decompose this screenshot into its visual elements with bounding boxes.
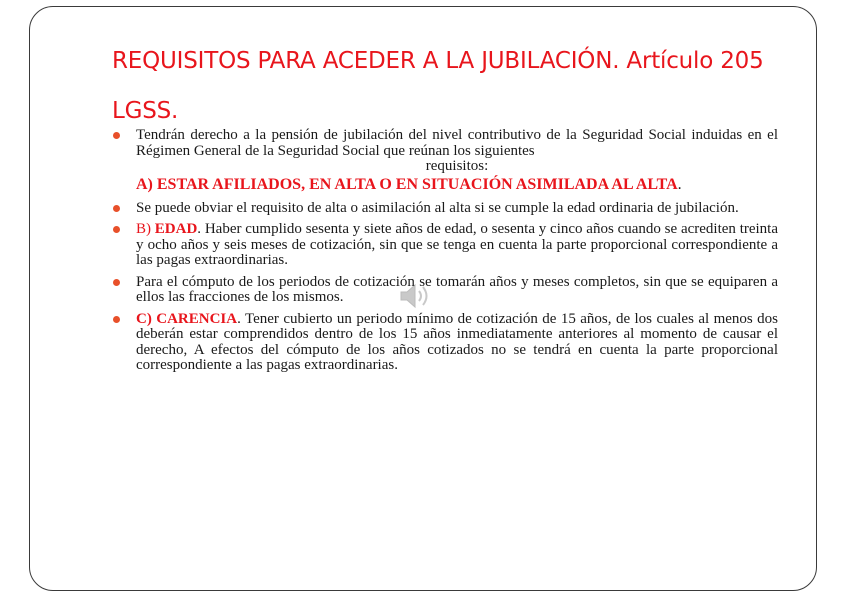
- bullet-item-edad: [112, 222, 778, 269]
- bullet-dot-icon: [113, 226, 120, 233]
- bullet-text: Se puede obviar el requisito de alta o asimilación al alta si se cumple la edad ordinaria de jubilación.: [136, 199, 739, 216]
- bullet-label-carencia: C) CARENCIA: [136, 310, 238, 327]
- bullet-item-computo: [112, 275, 778, 306]
- bullet-text-continued: requisitos:: [425, 158, 489, 174]
- speaker-icon[interactable]: [398, 281, 432, 311]
- bullet-label-edad: EDAD: [154, 221, 198, 237]
- subheading-text: A) ESTAR AFILIADOS, EN ALTA O EN SITUACIÓN ASIMILADA AL ALTA: [136, 175, 678, 193]
- bullet-text: Para el cómputo de los periodos de cotización se tomarán años y meses completos, sin que se equiparen a ellos las fracciones de los mismos.: [136, 273, 778, 305]
- bullet-dot-icon: [113, 316, 120, 323]
- bullet-dot-icon: [113, 132, 120, 139]
- bullet-item-requisitos: [112, 128, 778, 195]
- subheading-afiliados: [136, 175, 778, 195]
- subheading-tail: .: [677, 175, 682, 193]
- bullet-text: . Haber cumplido sesenta y siete años de edad, o sesenta y cinco años cuando se acrediten treinta y ocho años y seis meses de cotización, sin que se tenga en cuenta la parte proporcional correspondiente a las pagas extraordinarias.: [136, 221, 779, 268]
- bullet-text: Tendrán derecho a la pensión de jubilación del nivel contributivo de la Seguridad Social induidas en el Régimen General de la Seguridad Social que reúnan los siguientes: [136, 127, 778, 159]
- bullet-text: . Tener cubierto un periodo mínimo de cotización de 15 años, de los cuales al menos dos deberán estar comprendidos dentro de los 15 años inmediatamente anteriores al momento de causar el derecho, A efectos del cómputo de los años cotizados no se tendrá en cuenta la parte proporcional correspondiente a las pagas extraordinarias.: [136, 310, 778, 373]
- bullet-item-carencia: [112, 312, 778, 374]
- slide-title: REQUISITOS PARA ACEDER A LA JUBILACIÓN. Artículo 205 LGSS.: [112, 48, 764, 124]
- bullet-dot-icon: [113, 279, 120, 286]
- bullet-list: [112, 128, 778, 380]
- bullet-prefix: B): [136, 221, 155, 237]
- bullet-dot-icon: [113, 205, 120, 212]
- bullet-item-alta: [112, 201, 778, 217]
